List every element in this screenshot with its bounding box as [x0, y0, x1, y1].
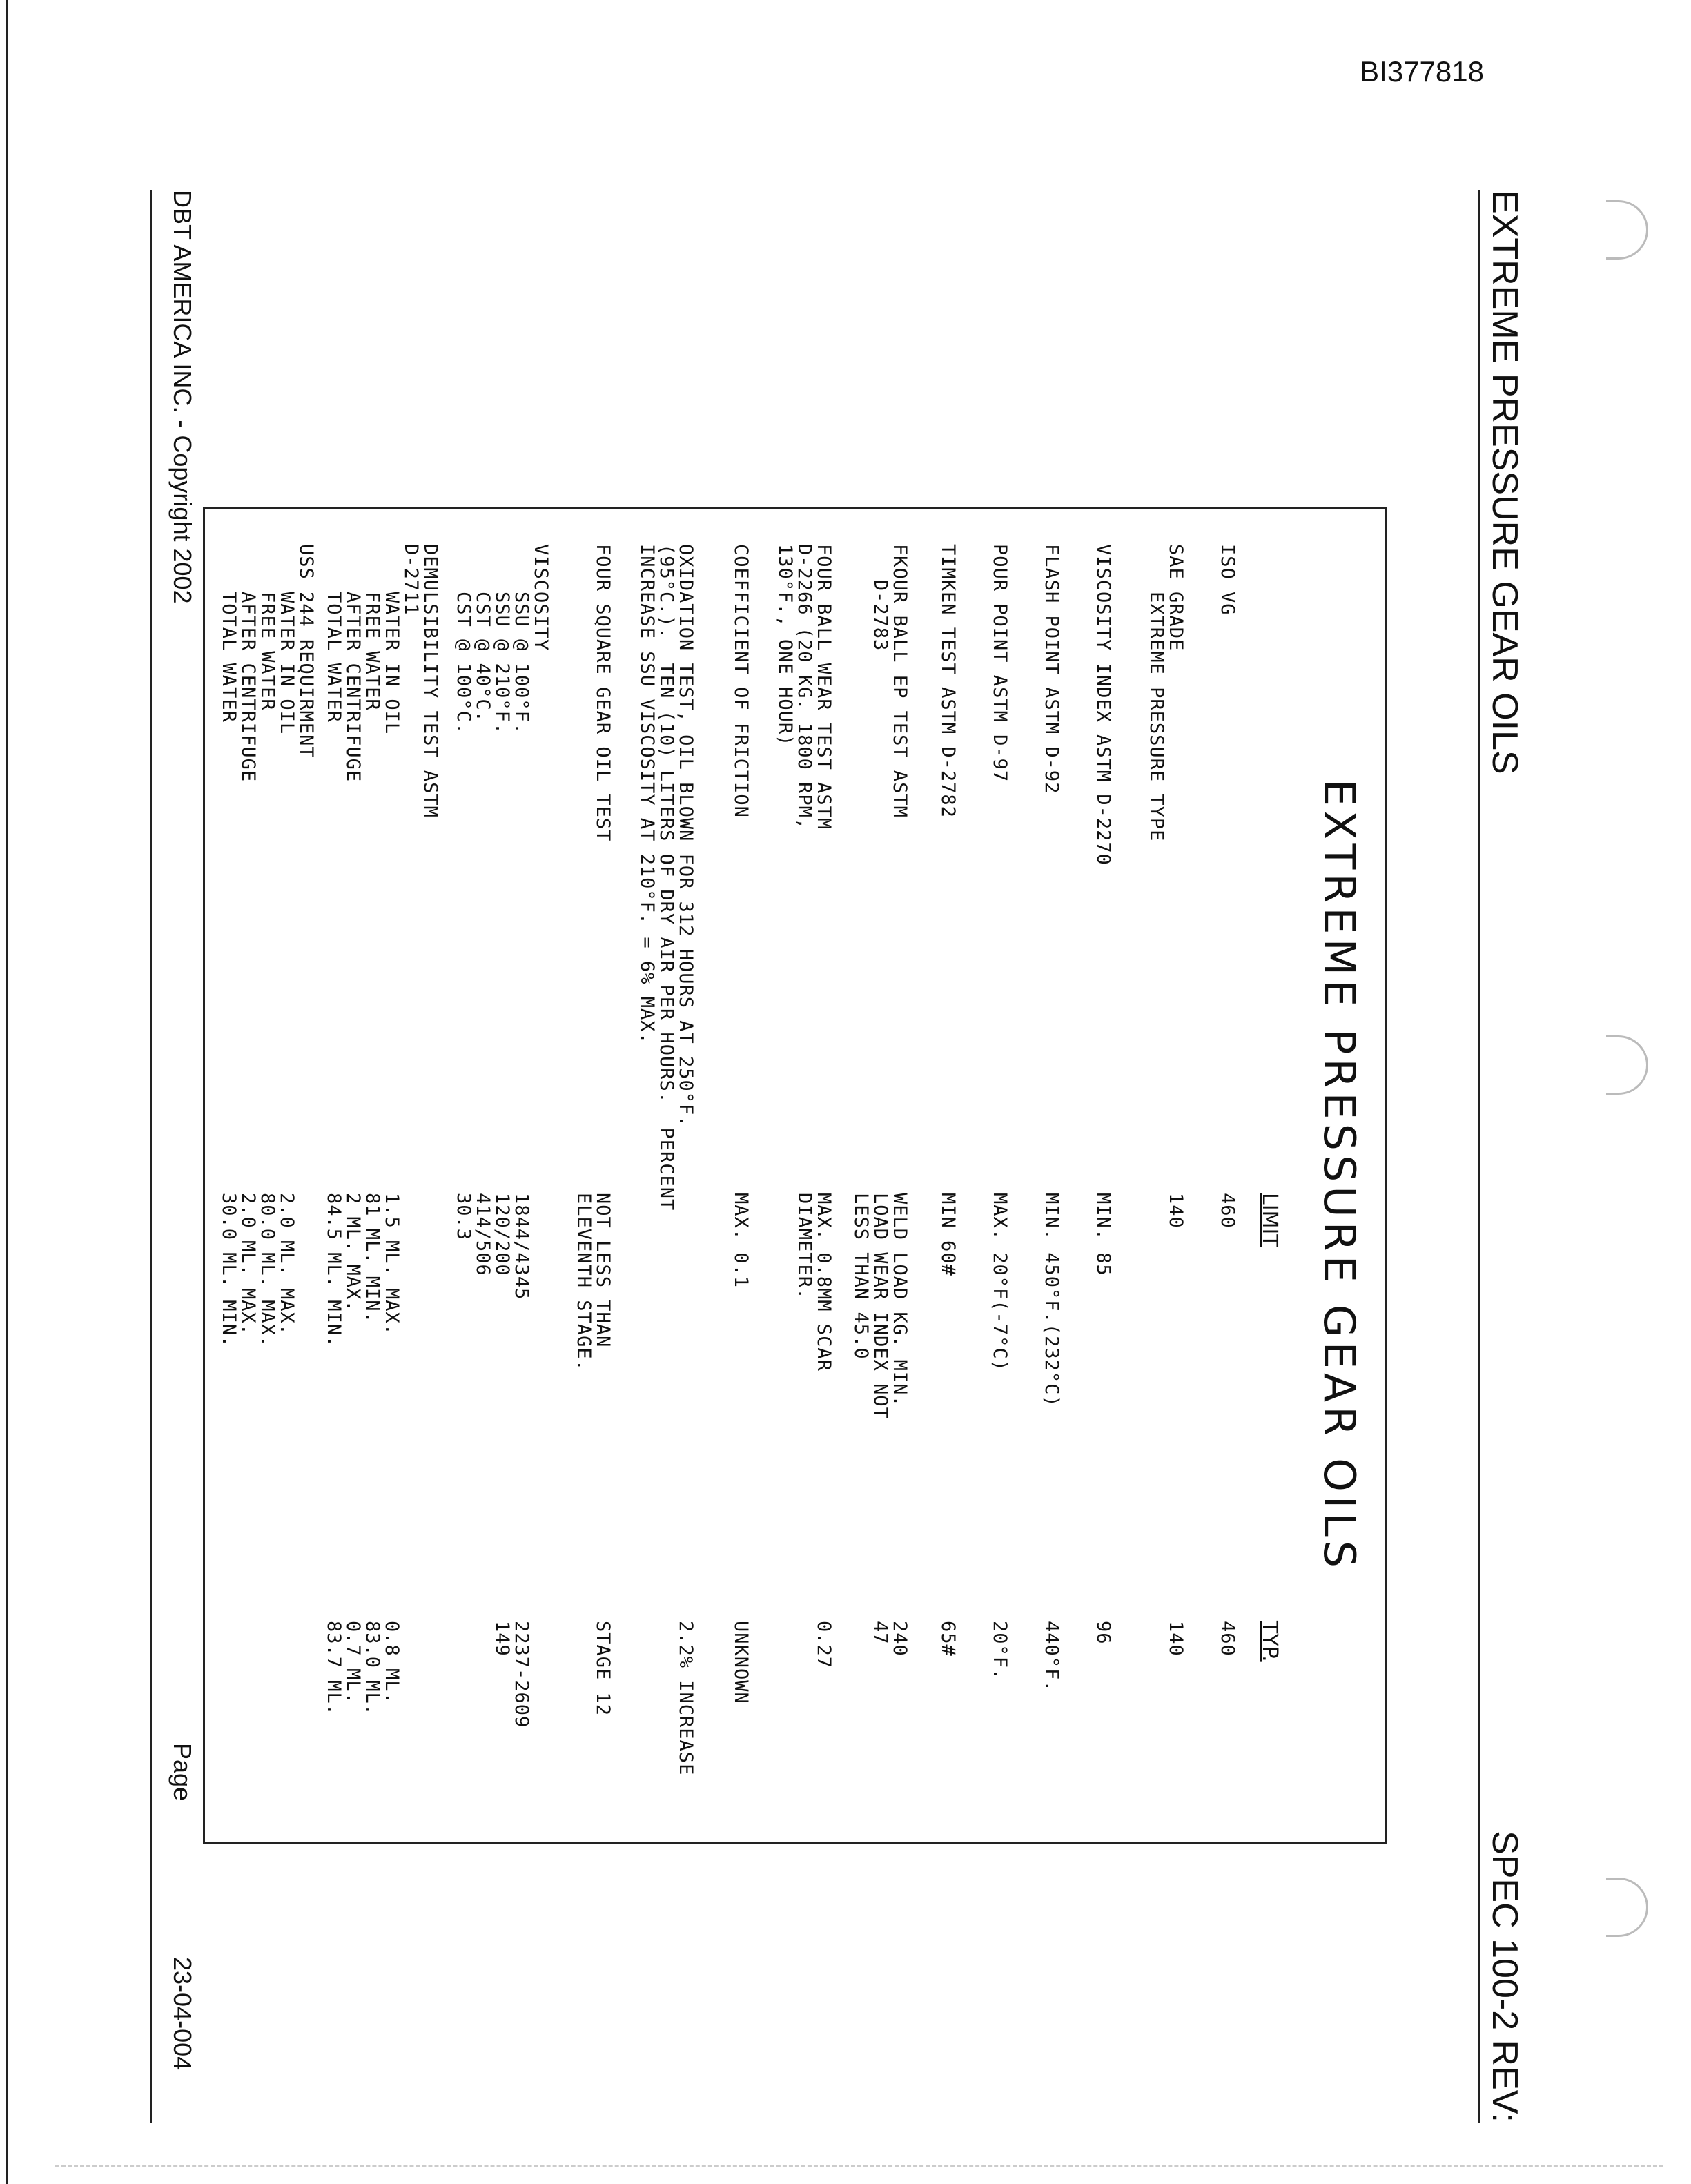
- limit-cell: MIN 60#: [937, 1193, 959, 1276]
- property-cell: DEMULSIBILITY TEST ASTM D-2711 WATER IN OIL FREE WATER AFTER CENTRIFUGE TOTAL WATER: [323, 544, 441, 818]
- property-cell: FLASH POINT ASTM D-92: [1041, 544, 1062, 794]
- property-cell: FKOUR BALL EP TEST ASTM D-2783: [870, 544, 910, 818]
- limit-cell: MAX. 0.1: [730, 1193, 752, 1289]
- column-header-limit: LIMIT: [1258, 1193, 1282, 1247]
- typ-cell: UNKNOWN: [730, 1621, 752, 1704]
- footer-doc-code: 23-04-004: [168, 1957, 197, 2071]
- property-cell: VISCOSITY INDEX ASTM D-2270: [1093, 544, 1114, 866]
- punch-hole-middle: [1606, 1035, 1648, 1095]
- typ-cell: 65#: [937, 1621, 959, 1657]
- typ-cell: 140: [1165, 1621, 1186, 1657]
- typ-cell: 460: [1217, 1621, 1238, 1657]
- limit-cell: 1.5 ML. MAX. 81 ML. MIN. 2 ML. MAX. 84.5 ML. MIN.: [323, 1193, 402, 1348]
- limit-cell: 460: [1217, 1193, 1238, 1229]
- typ-cell: 240 47: [870, 1621, 910, 1657]
- scan-artifact-line: [55, 2165, 1663, 2169]
- footer-rule: [150, 190, 152, 2123]
- typ-cell: 96: [1093, 1621, 1114, 1645]
- typ-cell: 440°F.: [1041, 1621, 1062, 1693]
- table-title: EXTREME PRESSURE GEAR OILS: [1314, 779, 1365, 1572]
- punch-hole-bottom: [1606, 1878, 1648, 1937]
- header-rule: [1478, 190, 1480, 2123]
- typ-cell: 2237-2609 149: [491, 1621, 532, 1728]
- typ-cell: 20°F.: [989, 1621, 1010, 1681]
- limit-cell: MIN. 85: [1093, 1193, 1114, 1276]
- limit-cell: MIN. 450°F.(232°C): [1041, 1193, 1062, 1407]
- punch-hole-top: [1606, 200, 1648, 260]
- property-cell: SAE GRADE EXTREME PRESSURE TYPE: [1146, 544, 1186, 842]
- limit-cell: 2.0 ML. MAX. 80.0 ML. MAX. 2.0 ML. MAX. 30.0 ML. MIN.: [218, 1193, 297, 1348]
- property-cell: POUR POINT ASTM D-97: [989, 544, 1010, 783]
- spec-table: [203, 507, 1387, 1844]
- property-cell: ISO VG: [1217, 544, 1238, 616]
- property-cell: VISCOSITY SSU @ 100°F. SSU @ 210°F. CST @ 40°C. CST @ 100°C.: [453, 544, 551, 735]
- property-cell: TIMKEN TEST ASTM D-2782: [937, 544, 959, 818]
- rotated-page: [145, 190, 1525, 2123]
- document-id: BI377818: [1360, 55, 1484, 88]
- footer-page-label: Page: [168, 1743, 197, 1802]
- limit-cell: NOT LESS THAN ELEVENTH STAGE.: [573, 1193, 614, 1372]
- property-cell: USS 244 REQUIRMENT WATER IN OIL FREE WATER AFTER CENTRIFUGE TOTAL WATER: [218, 544, 317, 783]
- property-cell: OXIDATION TEST, OIL BLOWN FOR 312 HOURS AT 250°F. (95°C.). TEN (10) LITERS OF DRY AIR PER HOURS. PERCENT INCREASE SSU VISCOSITY AT 210°F. = 6% MAX.: [636, 544, 696, 1211]
- typ-cell: 0.27: [813, 1621, 834, 1669]
- limit-cell: MAX. 20°F(-7°C): [989, 1193, 1010, 1372]
- typ-cell: 2.2% INCREASE: [675, 1621, 696, 1776]
- property-cell: COEFFICIENT OF FRICTION: [730, 544, 752, 818]
- limit-cell: 1844/4345 120/200 414/506 30.3: [453, 1193, 532, 1300]
- left-border-line: [6, 0, 8, 2184]
- typ-cell: STAGE 12: [592, 1621, 614, 1717]
- header-title: EXTREME PRESSURE GEAR OILS: [1485, 190, 1525, 774]
- header-spec: SPEC 100-2 REV:: [1485, 1831, 1525, 2123]
- limit-cell: 140: [1165, 1193, 1186, 1229]
- footer-copyright: DBT AMERICA INC. - Copyright 2002: [168, 190, 197, 604]
- limit-cell: MAX. 0.8MM SCAR DIAMETER.: [794, 1193, 834, 1372]
- property-cell: FOUR BALL WEAR TEST ASTM D-2266 (20 KG. 1800 RPM, 130°F., ONE HOUR): [774, 544, 834, 830]
- limit-cell: WELD LOAD KG. MIN. LOAD WEAR INDEX NOT LESS THAN 45.0: [850, 1193, 910, 1419]
- column-header-typ: TYP.: [1258, 1621, 1282, 1662]
- typ-cell: 0.8 ML. 83.0 ML. 0.7 ML. 83.7 ML.: [323, 1621, 402, 1717]
- property-cell: FOUR SQUARE GEAR OIL TEST: [592, 544, 614, 842]
